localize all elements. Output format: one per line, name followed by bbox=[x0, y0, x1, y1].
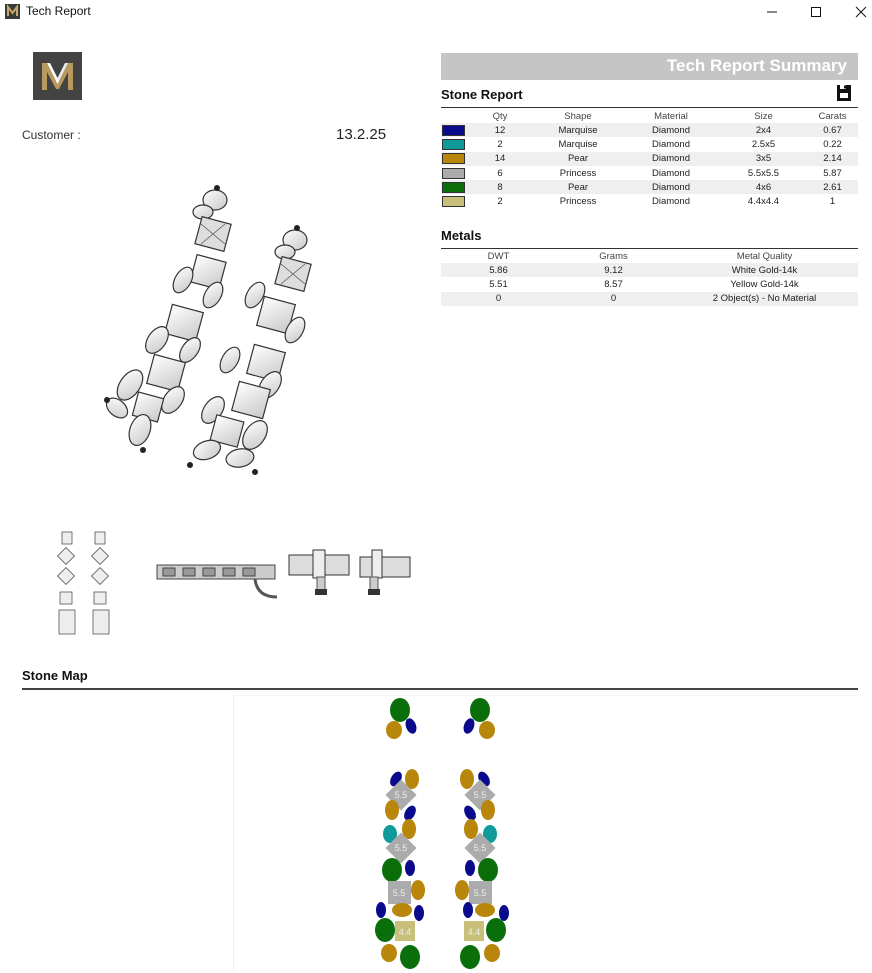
size: 4.4x4.4 bbox=[747, 196, 780, 208]
shape: Marquise bbox=[534, 123, 622, 137]
summary-header-bar bbox=[441, 53, 858, 80]
size: 5.5x5.5 bbox=[747, 167, 780, 179]
shape: Pear bbox=[534, 152, 622, 166]
stone-report-table bbox=[441, 109, 858, 209]
size: 2x4 bbox=[720, 123, 807, 137]
grams: 0 bbox=[556, 292, 671, 306]
carats: 0.22 bbox=[823, 138, 842, 150]
col-metal-quality: Metal Quality bbox=[736, 250, 793, 262]
table-row bbox=[441, 123, 858, 137]
color-swatch bbox=[442, 153, 465, 164]
col-shape: Shape bbox=[564, 110, 592, 122]
svg-text:5.5: 5.5 bbox=[473, 888, 487, 898]
dwt: 0 bbox=[441, 292, 556, 306]
minimize-icon bbox=[766, 6, 778, 18]
table-row bbox=[441, 180, 858, 194]
metals-title: Metals bbox=[441, 228, 482, 243]
col-size: Size bbox=[754, 110, 773, 122]
front-view-thumbnail bbox=[55, 522, 115, 642]
qty: 8 bbox=[466, 180, 534, 194]
svg-text:5.5: 5.5 bbox=[392, 888, 406, 898]
size: 2.5x5 bbox=[751, 138, 776, 150]
table-row bbox=[441, 152, 858, 166]
material: Diamond bbox=[651, 196, 691, 208]
title-bar bbox=[0, 0, 872, 24]
size: 3x5 bbox=[720, 152, 807, 166]
table-row bbox=[441, 194, 858, 208]
col-material: Material bbox=[654, 110, 688, 122]
stone-map-panel bbox=[233, 695, 858, 973]
carats: 1 bbox=[829, 196, 836, 208]
metals-table bbox=[441, 249, 858, 306]
carats: 2.61 bbox=[807, 180, 858, 194]
qty: 2 bbox=[497, 196, 503, 208]
maximize-button[interactable] bbox=[793, 0, 839, 24]
table-row bbox=[441, 137, 858, 151]
carats: 0.67 bbox=[807, 123, 858, 137]
customer-label: Customer : bbox=[22, 128, 81, 142]
metal-quality: Yellow Gold-14k bbox=[730, 278, 799, 290]
stone-table-header bbox=[441, 109, 858, 123]
carats: 2.14 bbox=[807, 152, 858, 166]
floppy-disk-icon[interactable] bbox=[836, 84, 852, 102]
maximize-icon bbox=[810, 6, 822, 18]
svg-text:5.5: 5.5 bbox=[394, 790, 408, 800]
grams: 8.57 bbox=[604, 278, 623, 290]
col-dwt: DWT bbox=[487, 250, 510, 262]
top-view-thumbnail-1 bbox=[287, 547, 353, 602]
svg-text:5.5: 5.5 bbox=[473, 843, 487, 853]
color-swatch bbox=[442, 139, 465, 150]
metal-quality: 2 Object(s) - No Material bbox=[671, 292, 858, 306]
minimize-button[interactable] bbox=[749, 0, 795, 24]
col-qty: Qty bbox=[492, 110, 508, 122]
report-date: 13.2.25 bbox=[336, 126, 387, 143]
dwt: 5.51 bbox=[489, 278, 508, 290]
shape: Princess bbox=[559, 167, 597, 179]
material: Diamond bbox=[622, 123, 720, 137]
window-title: Tech Report bbox=[26, 4, 91, 18]
qty: 12 bbox=[466, 123, 534, 137]
metals-table-header bbox=[441, 249, 858, 263]
close-button[interactable] bbox=[838, 0, 872, 24]
material: Diamond bbox=[622, 152, 720, 166]
material: Diamond bbox=[651, 167, 691, 179]
table-row bbox=[441, 292, 858, 306]
carats: 5.87 bbox=[823, 167, 842, 179]
material: Diamond bbox=[651, 138, 691, 150]
stone-map-diagram bbox=[370, 692, 520, 973]
color-swatch bbox=[442, 168, 465, 179]
color-swatch bbox=[442, 196, 465, 207]
shape: Pear bbox=[534, 180, 622, 194]
grams: 9.12 bbox=[556, 263, 671, 277]
stone-map-title: Stone Map bbox=[22, 668, 88, 683]
shape: Marquise bbox=[558, 138, 598, 150]
company-logo bbox=[33, 52, 82, 100]
dwt: 5.86 bbox=[441, 263, 556, 277]
color-swatch bbox=[442, 182, 465, 193]
qty: 6 bbox=[497, 167, 503, 179]
qty: 2 bbox=[497, 138, 503, 150]
color-swatch bbox=[442, 125, 465, 136]
svg-text:5.5: 5.5 bbox=[473, 790, 487, 800]
col-color bbox=[441, 109, 466, 123]
col-grams: Grams bbox=[599, 250, 628, 262]
qty: 14 bbox=[466, 152, 534, 166]
table-row bbox=[441, 166, 858, 180]
col-carats: Carats bbox=[818, 110, 847, 122]
app-logo-icon bbox=[5, 4, 20, 19]
table-row bbox=[441, 277, 858, 291]
metal-quality: White Gold-14k bbox=[671, 263, 858, 277]
summary-title: Tech Report Summary bbox=[666, 56, 847, 75]
close-icon bbox=[855, 6, 867, 18]
svg-text:4.4: 4.4 bbox=[398, 927, 412, 937]
stone-map-divider bbox=[22, 688, 858, 690]
material: Diamond bbox=[622, 180, 720, 194]
logo-m-icon bbox=[33, 52, 82, 100]
stone-report-title: Stone Report bbox=[441, 87, 523, 102]
top-view-thumbnail-2 bbox=[358, 547, 413, 602]
size: 4x6 bbox=[720, 180, 807, 194]
table-row bbox=[441, 263, 858, 277]
svg-text:5.5: 5.5 bbox=[394, 843, 408, 853]
shape: Princess bbox=[559, 196, 597, 208]
side-view-thumbnail bbox=[155, 547, 280, 602]
jewelry-3d-render bbox=[95, 180, 345, 475]
stone-report-divider bbox=[441, 107, 858, 108]
svg-text:4.4: 4.4 bbox=[467, 927, 481, 937]
